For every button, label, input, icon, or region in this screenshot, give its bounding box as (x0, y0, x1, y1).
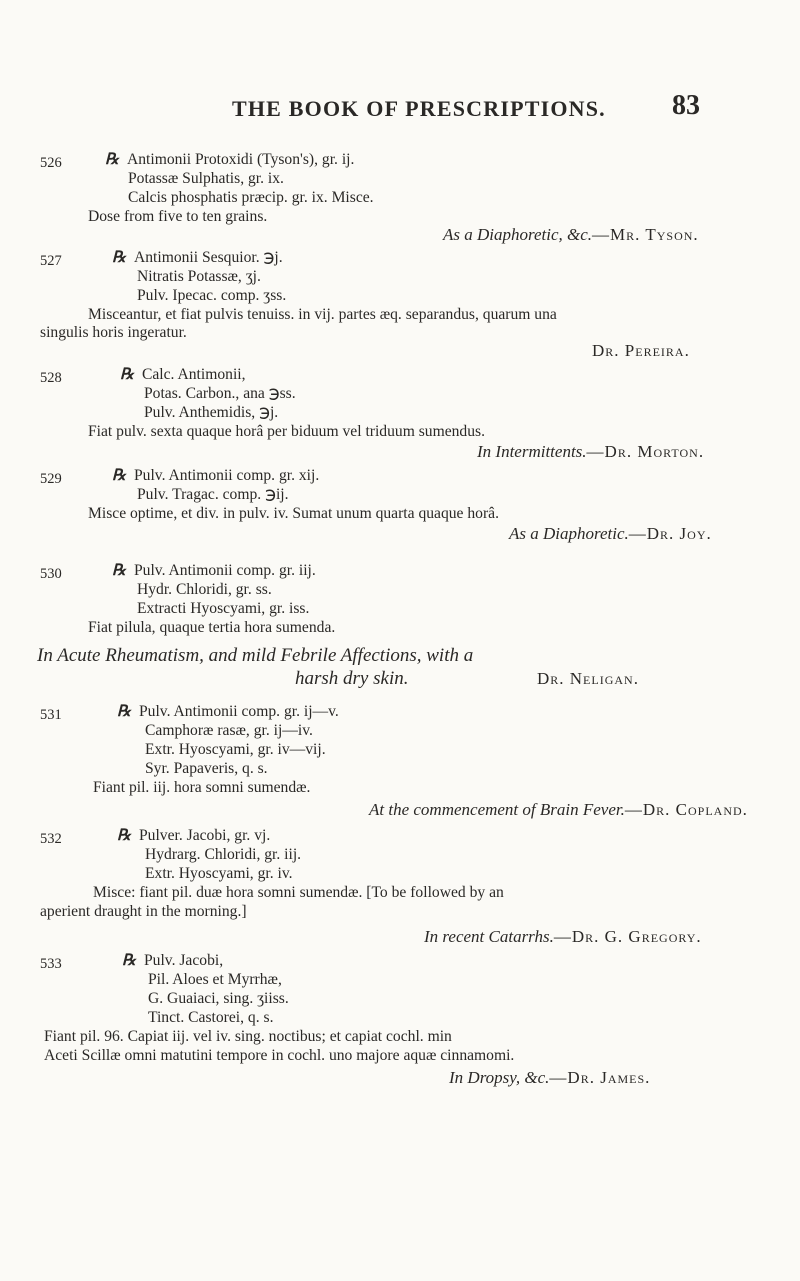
recipe-symbol: ℞ (122, 952, 136, 969)
ingredient-line: ℞ Pulver. Jacobi, gr. vj. (117, 827, 271, 844)
direction-line: aperient draught in the morning.] (40, 903, 247, 920)
ingredient-line: ℞ Antimonii Sesquior. ℈j. (112, 249, 283, 266)
attribution: As a Diaphoretic.—Dr. Joy. (509, 524, 712, 543)
ingredient-line: Pulv. Anthemidis, ℈j. (144, 404, 279, 421)
ingredient-line: ℞ Pulv. Antimonii comp. gr. iij. (112, 562, 316, 579)
direction-line: Misce optime, et div. in pulv. iv. Sumat unum quarta quaque horâ. (88, 505, 499, 522)
ingredient-line: Calcis phosphatis præcip. gr. ix. Misce. (128, 189, 374, 206)
recipe-symbol: ℞ (105, 151, 119, 168)
attribution: Dr. Pereira. (592, 341, 690, 360)
direction-line: Aceti Scillæ omni matutini tempore in cochl. uno majore aquæ cinnamomi. (44, 1047, 515, 1064)
direction-line: Misce: fiant pil. duæ hora somni sumendæ. [To be followed by an (93, 884, 504, 901)
recipe-symbol: ℞ (112, 467, 126, 484)
ingredient-line: Pulv. Ipecac. comp. ʒss. (137, 287, 287, 304)
ingredient-line: Tinct. Castorei, q. s. (148, 1009, 274, 1026)
heading-line: In Acute Rheumatism, and mild Febrile Affections, with a (37, 645, 474, 666)
prescription-number: 528 (40, 370, 62, 386)
ingredient-line: ℞ Pulv. Antimonii comp. gr. xij. (112, 467, 320, 484)
ingredient-line: Potassæ Sulphatis, gr. ix. (128, 170, 284, 187)
direction-line: Fiant pil. iij. hora somni sumendæ. (93, 779, 311, 796)
ingredient-line: ℞ Calc. Antimonii, (120, 366, 246, 383)
attribution: At the commencement of Brain Fever.—Dr. Copland. (369, 800, 748, 819)
page-header (0, 90, 800, 130)
recipe-symbol: ℞ (120, 366, 134, 383)
ingredient-line: Pil. Aloes et Myrrhæ, (148, 971, 282, 988)
heading-attribution: Dr. Neligan. (537, 669, 639, 688)
direction-line: Fiant pil. 96. Capiat iij. vel iv. sing. noctibus; et capiat cochl. min (44, 1028, 452, 1045)
ingredient-line: Syr. Papaveris, q. s. (145, 760, 268, 777)
recipe-symbol: ℞ (112, 562, 126, 579)
prescription-number: 531 (40, 707, 62, 723)
ingredient-line: Camphoræ rasæ, gr. ij—iv. (145, 722, 313, 739)
ingredient-line: ℞ Pulv. Jacobi, (122, 952, 224, 969)
ingredient-line: Extr. Hyoscyami, gr. iv—vij. (145, 741, 326, 758)
attribution: In recent Catarrhs.—Dr. G. Gregory. (424, 927, 702, 946)
heading-line: harsh dry skin. (295, 668, 409, 689)
prescription-number: 527 (40, 253, 62, 269)
prescription-number: 533 (40, 956, 62, 972)
attribution: In Intermittents.—Dr. Morton. (477, 442, 705, 461)
prescription-number: 532 (40, 831, 62, 847)
prescription-number: 530 (40, 566, 62, 582)
ingredient-line: ℞ Antimonii Protoxidi (Tyson's), gr. ij. (105, 151, 355, 168)
direction-line: singulis horis ingeratur. (40, 324, 187, 341)
recipe-symbol: ℞ (117, 703, 131, 720)
direction-line: Fiat pilula, quaque tertia hora sumenda. (88, 619, 336, 636)
prescription-number: 529 (40, 471, 62, 487)
recipe-symbol: ℞ (112, 249, 126, 266)
attribution: As a Diaphoretic, &c.—Mr. Tyson. (443, 225, 699, 244)
prescription-number: 526 (40, 155, 62, 171)
ingredient-line: G. Guaiaci, sing. ʒiiss. (148, 990, 289, 1007)
recipe-symbol: ℞ (117, 827, 131, 844)
direction-line: Fiat pulv. sexta quaque horâ per biduum vel triduum sumendus. (88, 423, 485, 440)
direction-line: Misceantur, et fiat pulvis tenuiss. in vij. partes æq. separandus, quarum una (88, 306, 557, 323)
running-title: THE BOOK OF PRESCRIPTIONS. (232, 96, 606, 121)
ingredient-line: Potas. Carbon., ana ℈ss. (144, 385, 296, 402)
ingredient-line: Hydrarg. Chloridi, gr. iij. (145, 846, 302, 863)
ingredient-line: Extracti Hyoscyami, gr. iss. (137, 600, 310, 617)
ingredient-line: Extr. Hyoscyami, gr. iv. (145, 865, 293, 882)
ingredient-line: Hydr. Chloridi, gr. ss. (137, 581, 272, 598)
dosage-line: Dose from five to ten grains. (88, 208, 268, 225)
attribution: In Dropsy, &c.—Dr. James. (449, 1068, 651, 1087)
ingredient-line: ℞ Pulv. Antimonii comp. gr. ij—v. (117, 703, 339, 720)
ingredient-line: Nitratis Potassæ, ʒj. (137, 268, 261, 285)
ingredient-line: Pulv. Tragac. comp. ℈ij. (137, 486, 289, 503)
page-number: 83 (672, 90, 700, 121)
